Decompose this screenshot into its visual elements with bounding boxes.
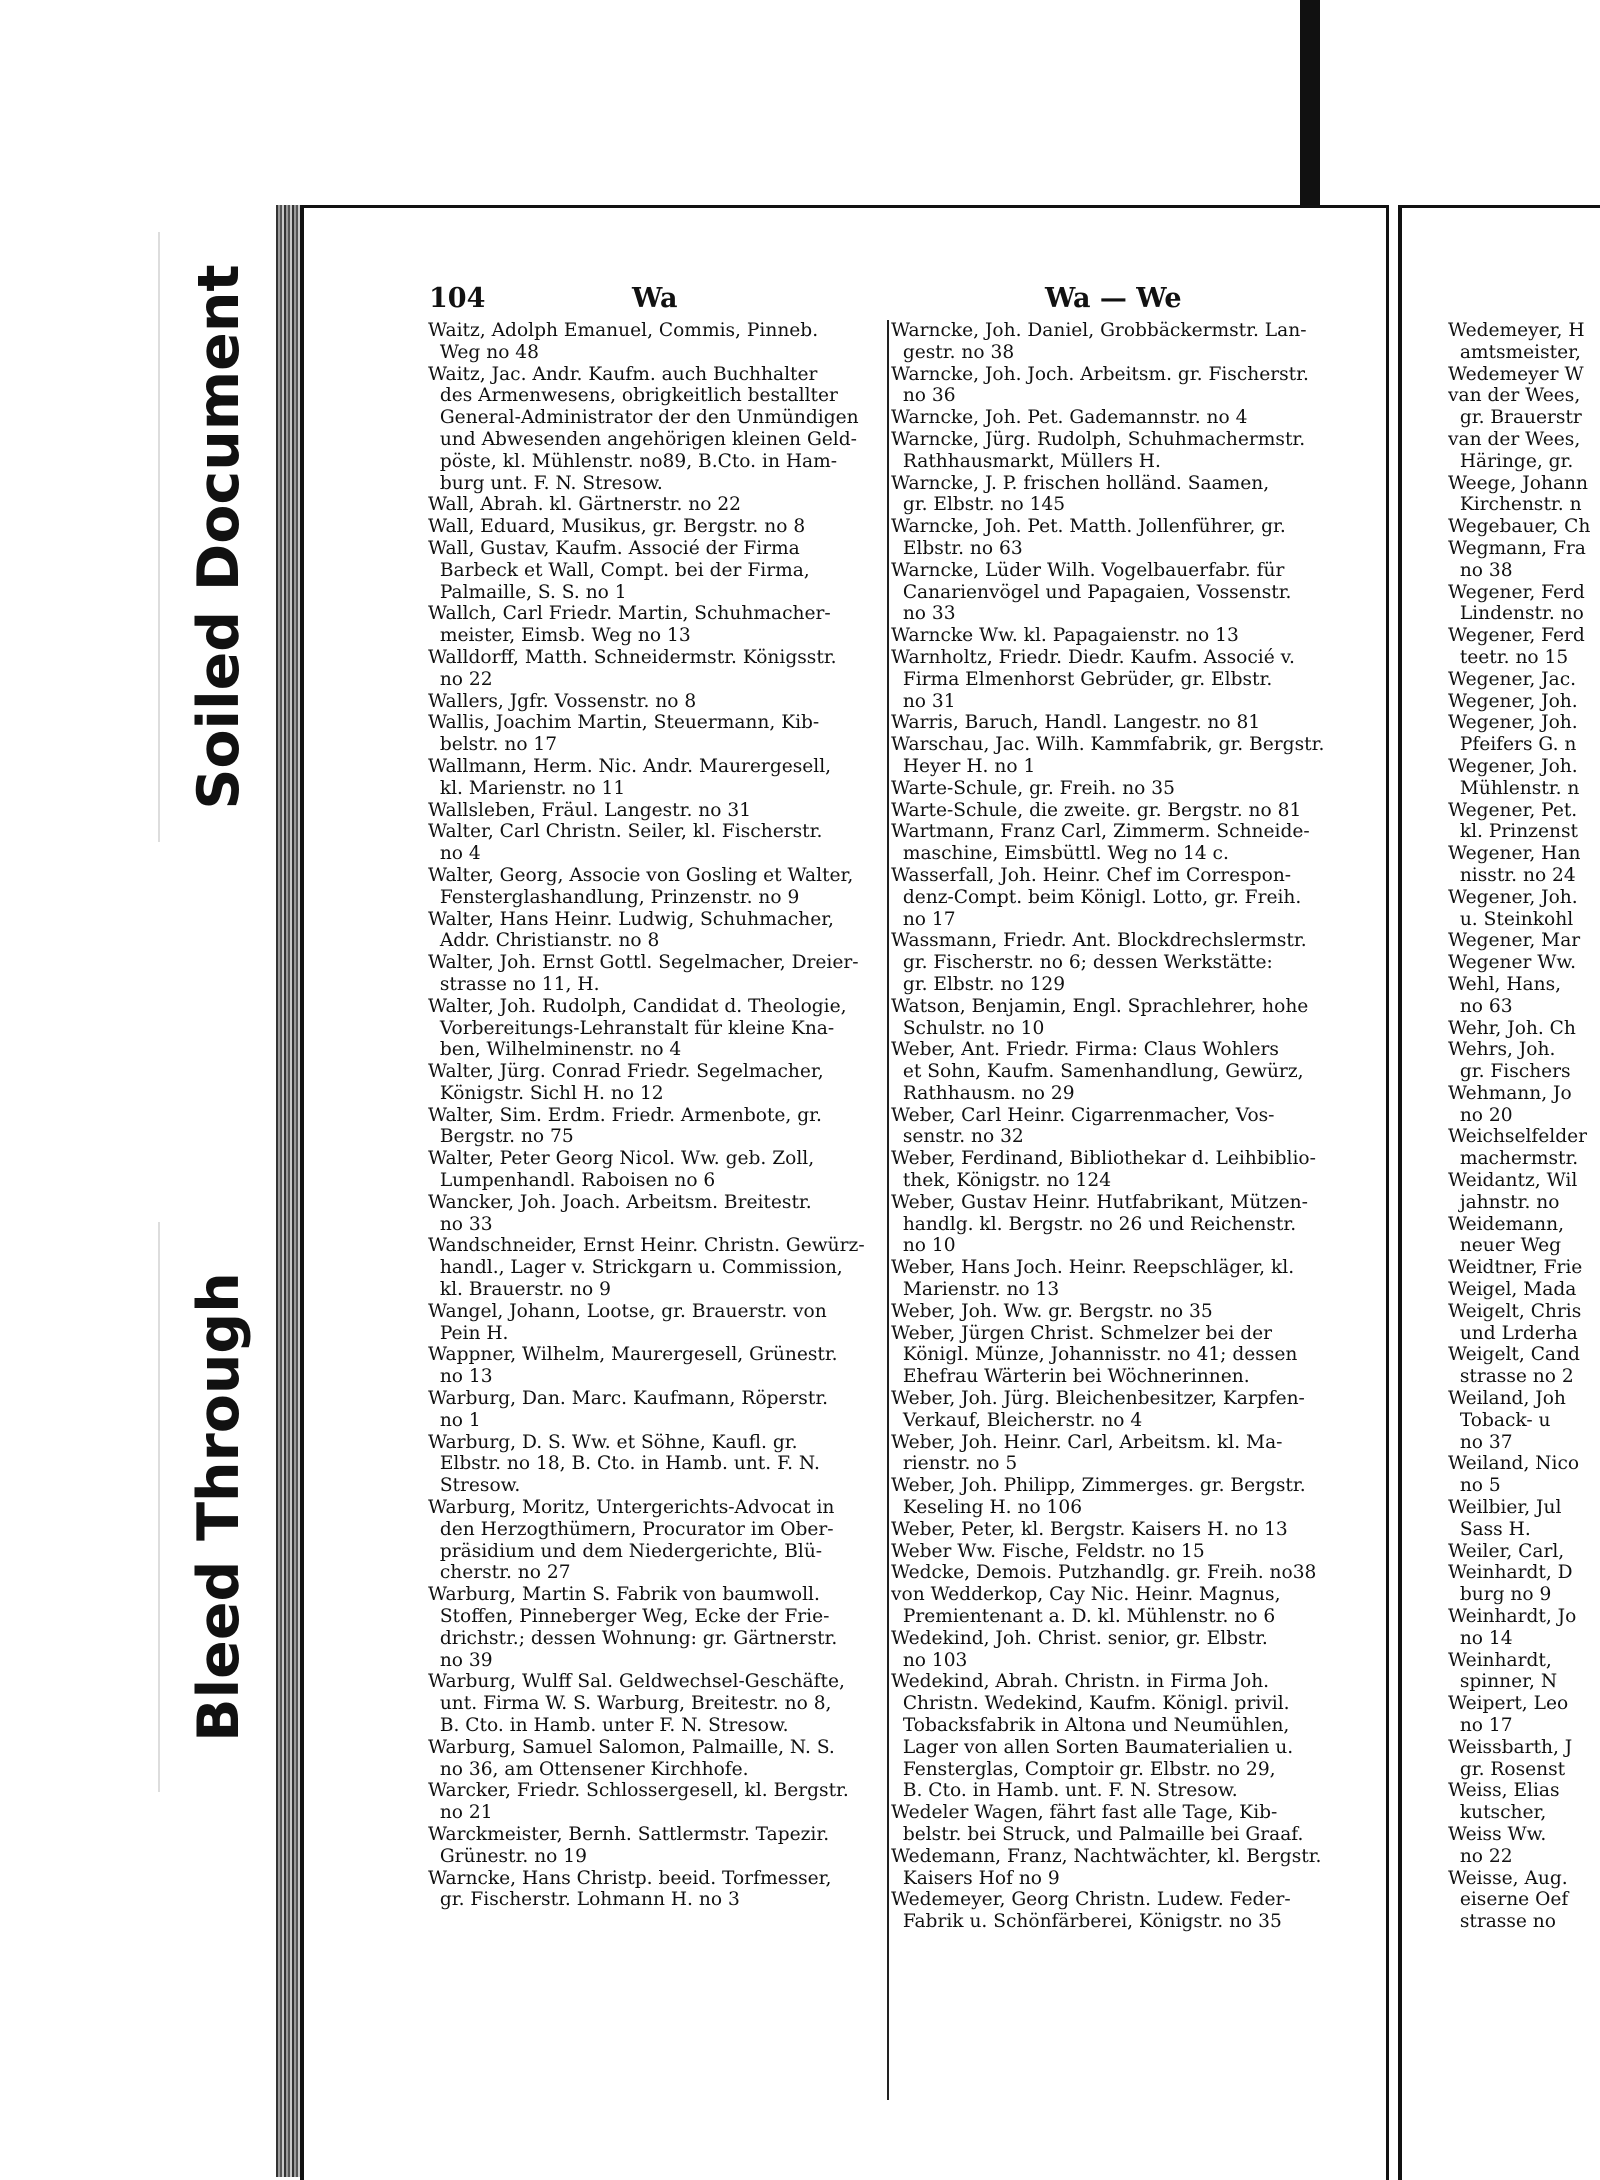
directory-entry-line: Wall, Eduard, Musikus, gr. Bergstr. no 8	[428, 516, 806, 538]
directory-entry-line: Weidemann,	[1448, 1213, 1570, 1235]
directory-entry-line: Rathhausm. no 29	[891, 1082, 1075, 1104]
directory-entry-line: Wedemeyer W	[1448, 363, 1584, 385]
directory-entry-line: Warncke, Joh. Pet. Gademannstr. no 4	[891, 407, 1248, 429]
directory-entry-line: Warris, Baruch, Handl. Langestr. no 81	[891, 712, 1261, 734]
directory-entry-line: belstr. no 17	[428, 734, 558, 756]
directory-entry-line: Firma Elmenhorst Gebrüder, gr. Elbstr.	[891, 668, 1273, 690]
directory-entry-line: Warte-Schule, gr. Freih. no 35	[891, 777, 1175, 799]
directory-entry-line: no 38	[1448, 559, 1513, 581]
directory-entry-line: Verkauf, Bleicherstr. no 4	[891, 1409, 1143, 1431]
directory-entry-line: meister, Eimsb. Weg no 13	[428, 625, 691, 647]
directory-entry-line: Pein H.	[428, 1322, 509, 1344]
directory-entry-line: Walter, Joh. Ernst Gottl. Segelmacher, Dreier-	[428, 952, 859, 974]
soiled-document-tab	[158, 232, 278, 842]
directory-entry-line: no 31	[891, 690, 956, 712]
directory-entry-line: Wallmann, Herm. Nic. Andr. Maurergesell,	[428, 755, 832, 777]
directory-entry-line: Weinhardt, D	[1448, 1562, 1573, 1584]
directory-entry-line: Sass H.	[1448, 1518, 1531, 1540]
directory-entry-line: Wasserfall, Joh. Heinr. Chef im Correspon-	[891, 864, 1292, 886]
directory-entry-line: Warnholtz, Friedr. Diedr. Kaufm. Associé v.	[891, 646, 1295, 668]
directory-entry-line: Weichselfelder	[1448, 1126, 1588, 1148]
directory-entry-line: no 20	[1448, 1104, 1513, 1126]
directory-entry-line: Wegener, Mar	[1448, 930, 1581, 952]
directory-entry-line: gr. Fischerstr. Lohmann H. no 3	[428, 1889, 740, 1911]
directory-entry-line: neuer Weg	[1448, 1235, 1562, 1257]
directory-entry-line: Wedeler Wagen, fährt fast alle Tage, Kib-	[891, 1802, 1278, 1824]
directory-entry-line: no 22	[1448, 1845, 1513, 1867]
directory-entry-line: Warburg, D. S. Ww. et Söhne, Kaufl. gr.	[428, 1431, 798, 1453]
binding-strip	[1300, 0, 1320, 205]
directory-entry-line: Warncke Ww. kl. Papagaienstr. no 13	[891, 625, 1239, 647]
directory-entry-line: no 39	[428, 1649, 493, 1671]
directory-entry-line: pöste, kl. Mühlenstr. no89, B.Cto. in Ham-	[428, 450, 838, 472]
directory-entry-line: Wegener, Joh.	[1448, 690, 1578, 712]
directory-entry-line: van der Wees,	[1448, 385, 1587, 407]
directory-entry-line: Wehrs, Joh.	[1448, 1039, 1562, 1061]
directory-entry-line: spinner, N	[1448, 1671, 1558, 1693]
directory-entry-line: B. Cto. in Hamb. unt. F. N. Stresow.	[891, 1780, 1238, 1802]
directory-entry-line: Warncke, J. P. frischen holländ. Saamen,	[891, 472, 1270, 494]
directory-entry-line: gr. Elbstr. no 129	[891, 973, 1066, 995]
directory-entry-line: no 33	[428, 1213, 493, 1235]
directory-entry-line: Watson, Benjamin, Engl. Sprachlehrer, hohe	[891, 995, 1309, 1017]
directory-entry-line: teetr. no 15	[1448, 646, 1569, 668]
directory-entry-line: unt. Firma W. S. Warburg, Breitestr. no 8,	[428, 1693, 832, 1715]
directory-entry-line: strasse no 2	[1448, 1366, 1574, 1388]
directory-entry-line: et Sohn, Kaufm. Samenhandlung, Gewürz,	[891, 1061, 1304, 1083]
directory-entry-line: ben, Wilhelminenstr. no 4	[428, 1039, 682, 1061]
directory-entry-line: Wegener, Jac.	[1448, 668, 1577, 690]
directory-entry-line: Lumpenhandl. Raboisen no 6	[428, 1170, 716, 1192]
directory-entry-line: rienstr. no 5	[891, 1453, 1018, 1475]
directory-entry-line: Wedemeyer, Georg Christn. Ludew. Feder-	[891, 1889, 1291, 1911]
directory-entry-line: Marienstr. no 13	[891, 1279, 1060, 1301]
directory-column-right	[891, 320, 1369, 1933]
directory-entry-line: B. Cto. in Hamb. unter F. N. Stresow.	[428, 1715, 789, 1736]
directory-entry-line: no 10	[891, 1235, 956, 1257]
directory-entry-line: Wancker, Joh. Joach. Arbeitsm. Breitestr.	[428, 1191, 812, 1213]
directory-entry-line: Stresow.	[428, 1475, 521, 1497]
directory-entry-line: Walter, Carl Christn. Seiler, kl. Fischerstr.	[428, 821, 823, 843]
directory-entry-line: Elbstr. no 18, B. Cto. in Hamb. unt. F. N.	[428, 1453, 820, 1475]
directory-entry-line: Schulstr. no 10	[891, 1017, 1045, 1039]
directory-entry-line: Wedcke, Demois. Putzhandlg. gr. Freih. no38	[891, 1562, 1317, 1584]
directory-entry-line: handl., Lager v. Strickgarn u. Commission,	[428, 1257, 843, 1279]
directory-entry-line: burg unt. F. N. Stresow.	[428, 472, 663, 494]
directory-entry-line: jahnstr. no	[1448, 1191, 1560, 1213]
directory-entry-line: Fabrik u. Schönfärberei, Königstr. no 35	[891, 1911, 1282, 1933]
directory-entry-line: Warncke, Joh. Joch. Arbeitsm. gr. Fischerstr.	[891, 363, 1309, 385]
directory-entry-line: Wangel, Johann, Lootse, gr. Brauerstr. von	[428, 1300, 827, 1322]
directory-entry-line: Weber, Joh. Ww. gr. Bergstr. no 35	[891, 1300, 1213, 1322]
directory-entry-line: gr. Elbstr. no 145	[891, 494, 1066, 516]
directory-entry-line: Wedemann, Franz, Nachtwächter, kl. Bergstr.	[891, 1845, 1322, 1867]
directory-entry-line: Wegener, Pet.	[1448, 799, 1578, 821]
directory-entry-line: gestr. no 38	[891, 341, 1015, 363]
directory-entry-line: Weinhardt, Jo	[1448, 1606, 1577, 1628]
bleed-through-tab	[158, 1222, 278, 1792]
directory-entry-line: Weidtner, Frie	[1448, 1257, 1583, 1279]
directory-entry-line: Weber, Joh. Heinr. Carl, Arbeitsm. kl. Ma-	[891, 1431, 1283, 1453]
directory-entry-line: Weber, Jürgen Christ. Schmelzer bei der	[891, 1322, 1273, 1344]
column-divider	[887, 320, 889, 2100]
directory-entry-line: Wegener, Ferd	[1448, 625, 1585, 647]
directory-entry-line: Wegener, Han	[1448, 843, 1581, 865]
directory-entry-line: Kirchenstr. n	[1448, 494, 1582, 516]
directory-entry-line: drichstr.; dessen Wohnung: gr. Gärtnerstr.	[428, 1627, 838, 1649]
directory-entry-line: Heyer H. no 1	[891, 755, 1036, 777]
directory-entry-line: Weissbarth, J	[1448, 1736, 1573, 1758]
directory-entry-line: Warncke, Hans Christp. beeid. Torfmesser,	[428, 1867, 832, 1889]
directory-entry-line: kl. Prinzenst	[1448, 821, 1578, 843]
directory-entry-line: Wehl, Hans,	[1448, 973, 1567, 995]
directory-entry-line: Wappner, Wilhelm, Maurergesell, Grünestr.	[428, 1344, 838, 1366]
directory-entry-line: und Lrderha	[1448, 1322, 1578, 1344]
directory-entry-line: von Wedderkop, Cay Nic. Heinr. Magnus,	[891, 1584, 1281, 1606]
directory-entry-line: Wegener Ww.	[1448, 952, 1577, 974]
directory-entry-line: Bergstr. no 75	[428, 1126, 574, 1148]
directory-entry-line: Kaisers Hof no 9	[891, 1867, 1060, 1889]
directory-entry-line: Weigel, Mada	[1448, 1279, 1577, 1301]
directory-entry-line: no 17	[1448, 1715, 1513, 1736]
directory-entry-line: Christn. Wedekind, Kaufm. Königl. privil.	[891, 1693, 1290, 1715]
directory-entry-line: no 13	[428, 1366, 493, 1388]
directory-entry-line: Warncke, Lüder Wilh. Vogelbauerfabr. für	[891, 559, 1285, 581]
directory-entry-line: thek, Königstr. no 124	[891, 1170, 1112, 1192]
directory-entry-line: Häringe, gr.	[1448, 450, 1574, 472]
directory-entry-line: Weber, Joh. Philipp, Zimmerges. gr. Bergstr.	[891, 1475, 1306, 1497]
directory-entry-line: Königstr. Sichl H. no 12	[428, 1082, 664, 1104]
directory-entry-line: General-Administrator der den Unmündigen	[428, 407, 859, 429]
directory-entry-line: Fensterglas, Comptoir gr. Elbstr. no 29,	[891, 1758, 1276, 1780]
directory-entry-line: senstr. no 32	[891, 1126, 1024, 1148]
facing-page-column	[1448, 320, 1600, 1933]
directory-entry-line: Weiss Ww.	[1448, 1823, 1553, 1845]
directory-entry-line: kutscher,	[1448, 1802, 1553, 1824]
directory-entry-line: Warte-Schule, die zweite. gr. Bergstr. no 81	[891, 799, 1302, 821]
directory-entry-line: eiserne Oef	[1448, 1889, 1569, 1911]
directory-entry-line: Wehr, Joh. Ch	[1448, 1017, 1576, 1039]
directory-entry-line: no 103	[891, 1649, 968, 1671]
directory-entry-line: Walter, Jürg. Conrad Friedr. Segelmacher,	[428, 1061, 824, 1083]
directory-entry-line: den Herzogthümern, Procurator im Ober-	[428, 1518, 834, 1540]
directory-entry-line: Wegmann, Fra	[1448, 537, 1586, 559]
directory-entry-line: präsidium und dem Niedergerichte, Blü-	[428, 1540, 823, 1562]
directory-entry-line: Grünestr. no 19	[428, 1845, 587, 1867]
directory-entry-line: Wartmann, Franz Carl, Zimmerm. Schneide-	[891, 821, 1310, 843]
directory-entry-line: no 1	[428, 1409, 481, 1431]
directory-column-left	[428, 320, 883, 1911]
directory-entry-line: Warburg, Samuel Salomon, Palmaille, N. S.	[428, 1736, 835, 1758]
directory-entry-line: no 17	[891, 908, 956, 930]
running-head-right: Wa — We	[1045, 283, 1182, 314]
directory-entry-line: Weber, Peter, kl. Bergstr. Kaisers H. no 13	[891, 1518, 1288, 1540]
directory-entry-line: Weipert, Leo	[1448, 1693, 1569, 1715]
soiled-document-label: Soiled Document	[186, 264, 252, 810]
directory-entry-line: Warburg, Dan. Marc. Kaufmann, Röperstr.	[428, 1388, 829, 1410]
directory-entry-line: Weber, Gustav Heinr. Hutfabrikant, Mützen-	[891, 1191, 1308, 1213]
directory-entry-line: Wall, Gustav, Kaufm. Associé der Firma	[428, 537, 800, 559]
directory-entry-line: Wedekind, Abrah. Christn. in Firma Joh.	[891, 1671, 1270, 1693]
directory-entry-line: burg no 9	[1448, 1584, 1552, 1606]
directory-entry-line: strasse no	[1448, 1911, 1562, 1933]
directory-entry-line: Warckmeister, Bernh. Sattlermstr. Tapezir.	[428, 1823, 830, 1845]
directory-entry-line: Warcker, Friedr. Schlossergesell, kl. Bergstr.	[428, 1780, 849, 1802]
directory-entry-line: denz-Compt. beim Königl. Lotto, gr. Freih.	[891, 886, 1302, 908]
directory-entry-line: Wegebauer, Ch	[1448, 516, 1591, 538]
directory-entry-line: Weber, Joh. Jürg. Bleichenbesitzer, Karpfen-	[891, 1388, 1305, 1410]
directory-entry-line: strasse no 11, H.	[428, 973, 600, 995]
directory-entry-line: Wallis, Joachim Martin, Steuermann, Kib-	[428, 712, 820, 734]
directory-entry-line: Walter, Sim. Erdm. Friedr. Armenbote, gr.	[428, 1104, 822, 1126]
directory-entry-line: Walter, Joh. Rudolph, Candidat d. Theologie,	[428, 995, 847, 1017]
directory-entry-line: Vorbereitungs-Lehranstalt für kleine Kna-	[428, 1017, 835, 1039]
directory-entry-line: no 37	[1448, 1431, 1513, 1453]
directory-entry-line: Fensterglashandlung, Prinzenstr. no 9	[428, 886, 800, 908]
directory-entry-line: no 5	[1448, 1475, 1501, 1497]
directory-entry-line: Mühlenstr. n	[1448, 777, 1580, 799]
directory-entry-line: Wandschneider, Ernst Heinr. Christn. Gewürz-	[428, 1235, 865, 1257]
book-page-edges	[276, 205, 302, 2177]
directory-entry-line: Wedekind, Joh. Christ. senior, gr. Elbstr.	[891, 1627, 1268, 1649]
directory-entry-line: Warburg, Martin S. Fabrik von baumwoll.	[428, 1584, 820, 1606]
directory-entry-line: Wegener, Joh.	[1448, 712, 1578, 734]
directory-entry-line: no 33	[891, 603, 956, 625]
directory-entry-line: Weilbier, Jul	[1448, 1497, 1562, 1519]
directory-entry-line: Weber, Ant. Friedr. Firma: Claus Wohlers	[891, 1039, 1279, 1061]
directory-entry-line: no 22	[428, 668, 493, 690]
directory-entry-line: Walter, Hans Heinr. Ludwig, Schuhmacher,	[428, 908, 834, 930]
directory-entry-line: des Armenwesens, obrigkeitlich bestallter	[428, 385, 838, 407]
directory-entry-line: Walter, Peter Georg Nicol. Ww. geb. Zoll,	[428, 1148, 815, 1170]
directory-entry-line: cherstr. no 27	[428, 1562, 571, 1584]
directory-entry-line: amtsmeister,	[1448, 341, 1587, 363]
directory-entry-line: Weiland, Joh	[1448, 1388, 1566, 1410]
directory-entry-line: no 21	[428, 1802, 493, 1824]
directory-entry-line: no 63	[1448, 995, 1513, 1017]
directory-entry-line: Warburg, Wulff Sal. Geldwechsel-Geschäfte,	[428, 1671, 845, 1693]
directory-entry-line: handlg. kl. Bergstr. no 26 und Reichenstr.	[891, 1213, 1297, 1235]
directory-entry-line: Wegener, Joh.	[1448, 755, 1578, 777]
directory-entry-line: kl. Brauerstr. no 9	[428, 1279, 611, 1301]
directory-entry-line: gr. Brauerstr	[1448, 407, 1582, 429]
directory-entry-line: Weisse, Aug.	[1448, 1867, 1568, 1889]
directory-entry-line: Canarienvögel und Papagaien, Vossenstr.	[891, 581, 1292, 603]
directory-entry-line: und Abwesenden angehörigen kleinen Geld-	[428, 428, 857, 450]
directory-entry-line: u. Steinkohl	[1448, 908, 1574, 930]
directory-entry-line: Addr. Christianstr. no 8	[428, 930, 660, 952]
directory-entry-line: Weigelt, Cand	[1448, 1344, 1580, 1366]
directory-entry-line: Warncke, Jürg. Rudolph, Schuhmachermstr.	[891, 428, 1306, 450]
directory-entry-line: Barbeck et Wall, Compt. bei der Firma,	[428, 559, 810, 581]
directory-entry-line: Wehmann, Jo	[1448, 1082, 1572, 1104]
page-number: 104	[429, 283, 486, 314]
directory-entry-line: Wall, Abrah. kl. Gärtnerstr. no 22	[428, 494, 742, 516]
directory-entry-line: Elbstr. no 63	[891, 537, 1023, 559]
directory-entry-line: Waitz, Adolph Emanuel, Commis, Pinneb.	[428, 320, 819, 341]
directory-entry-line: Weber, Carl Heinr. Cigarrenmacher, Vos-	[891, 1104, 1275, 1126]
directory-entry-line: Königl. Münze, Johannisstr. no 41; dessen	[891, 1344, 1298, 1366]
directory-entry-line: Weber, Hans Joch. Heinr. Reepschläger, kl.	[891, 1257, 1295, 1279]
directory-entry-line: Waitz, Jac. Andr. Kaufm. auch Buchhalter	[428, 363, 818, 385]
directory-entry-line: Stoffen, Pinneberger Weg, Ecke der Frie-	[428, 1606, 830, 1628]
directory-entry-line: Ehefrau Wärterin bei Wöchnerinnen.	[891, 1366, 1250, 1388]
directory-entry-line: belstr. bei Struck, und Palmaille bei Graaf.	[891, 1823, 1304, 1845]
directory-entry-line: no 36	[891, 385, 956, 407]
directory-entry-line: Warschau, Jac. Wilh. Kammfabrik, gr. Bergstr.	[891, 734, 1325, 756]
directory-entry-line: Walter, Georg, Associe von Gosling et Walter,	[428, 864, 854, 886]
directory-entry-line: Weber, Ferdinand, Bibliothekar d. Leihbiblio-	[891, 1148, 1316, 1170]
directory-entry-line: Wegener, Joh.	[1448, 886, 1578, 908]
directory-entry-line: Wallers, Jgfr. Vossenstr. no 8	[428, 690, 697, 712]
directory-entry-line: Weg no 48	[428, 341, 539, 363]
directory-entry-line: Weiland, Nico	[1448, 1453, 1580, 1475]
directory-entry-line: gr. Rosenst	[1448, 1758, 1566, 1780]
directory-entry-line: Weigelt, Chris	[1448, 1300, 1582, 1322]
directory-entry-line: Keseling H. no 106	[891, 1497, 1083, 1519]
directory-entry-line: Warncke, Joh. Pet. Matth. Jollenführer, gr.	[891, 516, 1286, 538]
directory-entry-line: Pfeifers G. n	[1448, 734, 1577, 756]
directory-entry-line: Warburg, Moritz, Untergerichts-Advocat in	[428, 1497, 835, 1519]
directory-entry-line: Wegener, Ferd	[1448, 581, 1585, 603]
directory-entry-line: nisstr. no 24	[1448, 864, 1576, 886]
directory-entry-line: gr. Fischers	[1448, 1061, 1571, 1083]
directory-entry-line: machermstr.	[1448, 1148, 1579, 1170]
directory-entry-line: van der Wees,	[1448, 428, 1587, 450]
bleed-through-label: Bleed Through	[186, 1272, 252, 1742]
directory-entry-line: no 14	[1448, 1627, 1513, 1649]
directory-entry-line: Rathhausmarkt, Müllers H.	[891, 450, 1161, 472]
directory-entry-line: gr. Fischerstr. no 6; dessen Werkstätte:	[891, 952, 1273, 974]
directory-entry-line: Wassmann, Friedr. Ant. Blockdrechslermstr.	[891, 930, 1307, 952]
directory-entry-line: no 36, am Ottensener Kirchhofe.	[428, 1758, 749, 1780]
directory-entry-line: maschine, Eimsbüttl. Weg no 14 c.	[891, 843, 1229, 865]
directory-entry-line: Wedemeyer, H	[1448, 320, 1585, 341]
directory-entry-line: Toback- u	[1448, 1409, 1551, 1431]
directory-entry-line: Lager von allen Sorten Baumaterialien u.	[891, 1736, 1294, 1758]
directory-entry-line: Wallch, Carl Friedr. Martin, Schuhmacher-	[428, 603, 831, 625]
directory-entry-line: no 4	[428, 843, 481, 865]
directory-entry-line: Weidantz, Wil	[1448, 1170, 1578, 1192]
directory-entry-line: Weiler, Carl,	[1448, 1540, 1565, 1562]
running-head-left: Wa	[632, 283, 678, 314]
directory-entry-line: kl. Marienstr. no 11	[428, 777, 626, 799]
directory-entry-line: Warncke, Joh. Daniel, Grobbäckermstr. Lan-	[891, 320, 1307, 341]
directory-entry-line: Weinhardt,	[1448, 1649, 1558, 1671]
directory-entry-line: Walldorff, Matth. Schneidermstr. Königsstr.	[428, 646, 837, 668]
directory-entry-line: Weege, Johann	[1448, 472, 1588, 494]
directory-entry-line: Weber Ww. Fische, Feldstr. no 15	[891, 1540, 1205, 1562]
directory-entry-line: Premientenant a. D. kl. Mühlenstr. no 6	[891, 1606, 1276, 1628]
directory-entry-line: Lindenstr. no	[1448, 603, 1584, 625]
directory-entry-line: Palmaille, S. S. no 1	[428, 581, 627, 603]
directory-entry-line: Tobacksfabrik in Altona und Neumühlen,	[891, 1715, 1290, 1736]
directory-entry-line: Wallsleben, Fräul. Langestr. no 31	[428, 799, 752, 821]
directory-entry-line: Weiss, Elias	[1448, 1780, 1560, 1802]
